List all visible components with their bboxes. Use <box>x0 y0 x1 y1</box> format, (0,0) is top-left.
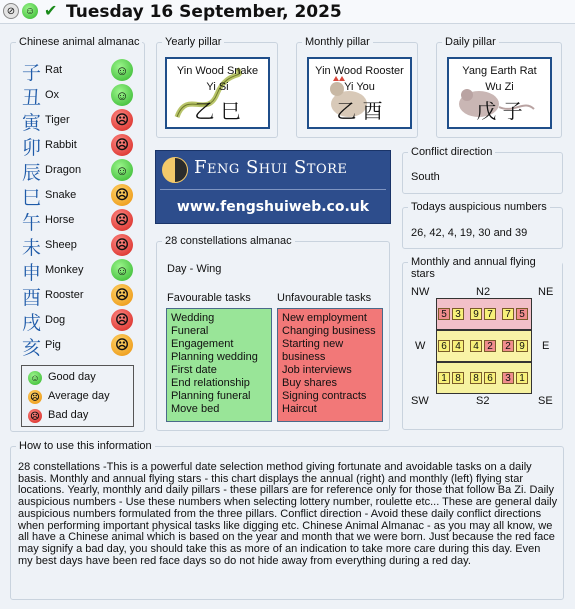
animal-name: Sheep <box>45 239 77 251</box>
animal-name: Rabbit <box>45 139 77 151</box>
dir-ne: NE <box>538 286 554 298</box>
daily-pillar-hanzi: 戊 子 <box>476 99 523 123</box>
conflict-title: Conflict direction <box>408 146 495 158</box>
bad-face-icon: ☹ <box>111 309 133 331</box>
favourable-task: Move bed <box>171 403 220 415</box>
flying-star-number: 7 <box>484 308 496 320</box>
unfavourable-task-list <box>277 308 383 422</box>
animal-hanzi: 申 <box>22 262 42 284</box>
constellation-day: Day - Wing <box>167 263 222 275</box>
favourable-task-list <box>166 308 272 422</box>
dir-n: N2 <box>476 286 491 298</box>
unfavourable-title: Unfavourable tasks <box>277 292 372 304</box>
flying-star-number: 6 <box>484 372 496 384</box>
monthly-pillar-card <box>307 57 412 129</box>
flying-star-number: 3 <box>452 308 464 320</box>
daily-pillar-title: Daily pillar <box>442 36 499 48</box>
average-face-icon: ☹ <box>28 390 42 404</box>
flying-star-number: 8 <box>470 372 482 384</box>
animal-name: Tiger <box>45 114 70 126</box>
average-face-icon: ☹ <box>111 184 133 206</box>
animal-row <box>19 208 149 233</box>
animal-hanzi: 寅 <box>22 112 42 134</box>
flying-star-number: 6 <box>438 340 450 352</box>
dir-nw: NW <box>411 286 430 298</box>
conflict-group <box>402 146 563 194</box>
favourable-task: Planning wedding <box>171 351 258 363</box>
animal-row <box>19 108 149 133</box>
flying-star-number: 4 <box>452 340 464 352</box>
animal-row <box>19 333 149 358</box>
flying-star-number: 5 <box>438 308 450 320</box>
animal-hanzi: 卯 <box>22 137 42 159</box>
banner-url: www.fengshuiweb.co.uk <box>176 199 370 215</box>
animal-row <box>19 158 149 183</box>
animal-hanzi: 午 <box>22 212 42 234</box>
favourable-task: Engagement <box>171 338 234 350</box>
legend-bad <box>22 408 132 424</box>
animal-row <box>19 133 149 158</box>
conflict-value: South <box>411 171 440 183</box>
unfavourable-task: Signing contracts <box>282 390 367 402</box>
flying-star-number: 9 <box>516 340 528 352</box>
animal-hanzi: 辰 <box>22 162 42 184</box>
animal-hanzi: 丑 <box>22 87 42 109</box>
bad-face-icon: ☹ <box>111 134 133 156</box>
numbers-group <box>402 201 563 249</box>
unfavourable-task: Haircut <box>282 403 317 415</box>
unfavourable-task: Job interviews <box>282 364 352 376</box>
constellations-title: 28 constellations almanac <box>162 235 295 247</box>
monthly-pillar-pinyin: Yi You <box>344 81 375 93</box>
yin-yang-icon <box>162 157 188 183</box>
good-face-icon: ☺ <box>111 84 133 106</box>
yearly-pillar-name: Yin Wood Snake <box>176 65 259 77</box>
bad-face-icon: ☹ <box>111 234 133 256</box>
dir-sw: SW <box>411 395 429 407</box>
flying-star-number: 1 <box>516 372 528 384</box>
flying-stars-title: Monthly and annual flying stars <box>408 256 562 280</box>
animal-row <box>19 83 149 108</box>
flying-stars-grid <box>436 298 532 394</box>
minimize-icon[interactable]: ⊘ <box>3 3 19 19</box>
unfavourable-task: business <box>282 351 326 363</box>
constellations-group <box>156 235 390 431</box>
dir-w: W <box>415 340 426 352</box>
bad-face-icon: ☹ <box>111 209 133 231</box>
daily-pillar-pinyin: Wu Zi <box>485 81 514 93</box>
smiley-icon[interactable]: ☺ <box>22 3 38 19</box>
flying-star-number: 1 <box>438 372 450 384</box>
yearly-pillar-group <box>156 36 278 138</box>
banner-divider <box>160 189 386 190</box>
legend-good <box>22 370 132 386</box>
favourable-task: Funeral <box>171 325 209 337</box>
flying-stars-group <box>402 256 563 430</box>
favourable-task: End relationship <box>171 377 250 389</box>
almanac-legend <box>21 365 134 427</box>
title-bar <box>0 0 575 24</box>
good-face-icon: ☺ <box>111 59 133 81</box>
animal-list <box>19 58 144 358</box>
unfavourable-task: Changing business <box>282 325 376 337</box>
animal-name: Ox <box>45 89 60 101</box>
flying-star-number: 9 <box>470 308 482 320</box>
animal-row <box>19 308 149 333</box>
monthly-pillar-hanzi: 乙 酉 <box>336 99 383 123</box>
bad-face-icon: ☹ <box>111 109 133 131</box>
animal-hanzi: 巳 <box>22 187 42 209</box>
yearly-pillar-hanzi: 乙 巳 <box>194 99 241 123</box>
numbers-value: 26, 42, 4, 19, 30 and 39 <box>411 227 528 239</box>
animal-name: Rooster <box>45 289 84 301</box>
animal-name: Dog <box>45 314 66 326</box>
good-face-icon: ☺ <box>111 259 133 281</box>
banner-brand: Feng Shui Store <box>194 157 348 178</box>
almanac-title: Chinese animal almanac <box>16 36 142 48</box>
animal-row <box>19 283 149 308</box>
animal-name: Snake <box>45 189 77 201</box>
daily-pillar-name: Yang Earth Rat <box>462 65 537 77</box>
legend-bad-label: Bad day <box>48 409 89 421</box>
check-icon: ✔ <box>44 3 58 20</box>
feng-shui-store-banner[interactable] <box>155 150 391 224</box>
animal-hanzi: 戌 <box>22 312 42 334</box>
numbers-title: Todays auspicious numbers <box>408 201 550 213</box>
animal-row <box>19 233 149 258</box>
monthly-pillar-title: Monthly pillar <box>302 36 373 48</box>
howto-title: How to use this information <box>16 440 155 452</box>
howto-text: 28 constellations -This is a powerful date selection method giving fortunate and avoidable tasks on a daily basis. Monthly and annual flying stars - this chart displays the annual (right) and monthly (left) flying star locations. Yearly, monthly and daily pillars - these pillars are for reference only for those that follow Ba Zi. Daily auspicious numbers - Use these numbers when selecting lottery number, roulette etc... These are general daily auspicious numbers formulated from the three pillars. Conflict direction - Avoid these daily conflict directions when performing important physical tasks like digging etc. Chinese Animal Almanac - as you may all know, we all have a Chinese animal which is based on the year and month that we were born. Just because the red face may signify a bad day, you should take this as more of an indication to take more care during this day. Even my best days have been red face days so do not hide away from everything during a red day. <box>18 461 558 567</box>
unfavourable-task: New employment <box>282 312 367 324</box>
animal-row <box>19 258 149 283</box>
almanac-group <box>10 36 145 432</box>
animal-hanzi: 子 <box>22 62 42 84</box>
window-title: Tuesday 16 September, 2025 <box>66 2 342 22</box>
favourable-task: Planning funeral <box>171 390 251 402</box>
favourable-task: First date <box>171 364 217 376</box>
animal-row <box>19 58 149 83</box>
unfavourable-task: Buy shares <box>282 377 338 389</box>
flying-star-number: 7 <box>502 308 514 320</box>
flying-star-number: 2 <box>484 340 496 352</box>
animal-name: Monkey <box>45 264 84 276</box>
daily-pillar-group <box>436 36 562 138</box>
animal-name: Rat <box>45 64 63 76</box>
favourable-title: Favourable tasks <box>167 292 251 304</box>
flying-star-number: 4 <box>470 340 482 352</box>
flying-star-number: 5 <box>516 308 528 320</box>
monthly-pillar-group <box>296 36 418 138</box>
monthly-pillar-name: Yin Wood Rooster <box>315 65 404 77</box>
legend-average <box>22 389 132 405</box>
flying-star-number: 2 <box>502 340 514 352</box>
good-face-icon: ☺ <box>111 159 133 181</box>
average-face-icon: ☹ <box>111 334 133 356</box>
unfavourable-task: Starting new <box>282 338 344 350</box>
yearly-pillar-title: Yearly pillar <box>162 36 224 48</box>
dir-s: S2 <box>476 395 490 407</box>
bad-face-icon: ☹ <box>28 409 42 423</box>
flying-star-number: 8 <box>452 372 464 384</box>
animal-name: Pig <box>45 339 61 351</box>
animal-name: Horse <box>45 214 75 226</box>
animal-name: Dragon <box>45 164 82 176</box>
legend-average-label: Average day <box>48 390 110 402</box>
animal-row <box>19 183 149 208</box>
legend-good-label: Good day <box>48 371 96 383</box>
dir-e: E <box>542 340 550 352</box>
yearly-pillar-pinyin: Yi Si <box>206 81 229 93</box>
yearly-pillar-card <box>165 57 270 129</box>
flying-star-number: 3 <box>502 372 514 384</box>
dir-se: SE <box>538 395 553 407</box>
good-face-icon: ☺ <box>28 371 42 385</box>
animal-hanzi: 亥 <box>22 337 42 359</box>
average-face-icon: ☹ <box>111 284 133 306</box>
animal-hanzi: 未 <box>22 237 42 259</box>
animal-hanzi: 酉 <box>22 287 42 309</box>
daily-pillar-card <box>447 57 552 129</box>
favourable-task: Wedding <box>171 312 215 324</box>
